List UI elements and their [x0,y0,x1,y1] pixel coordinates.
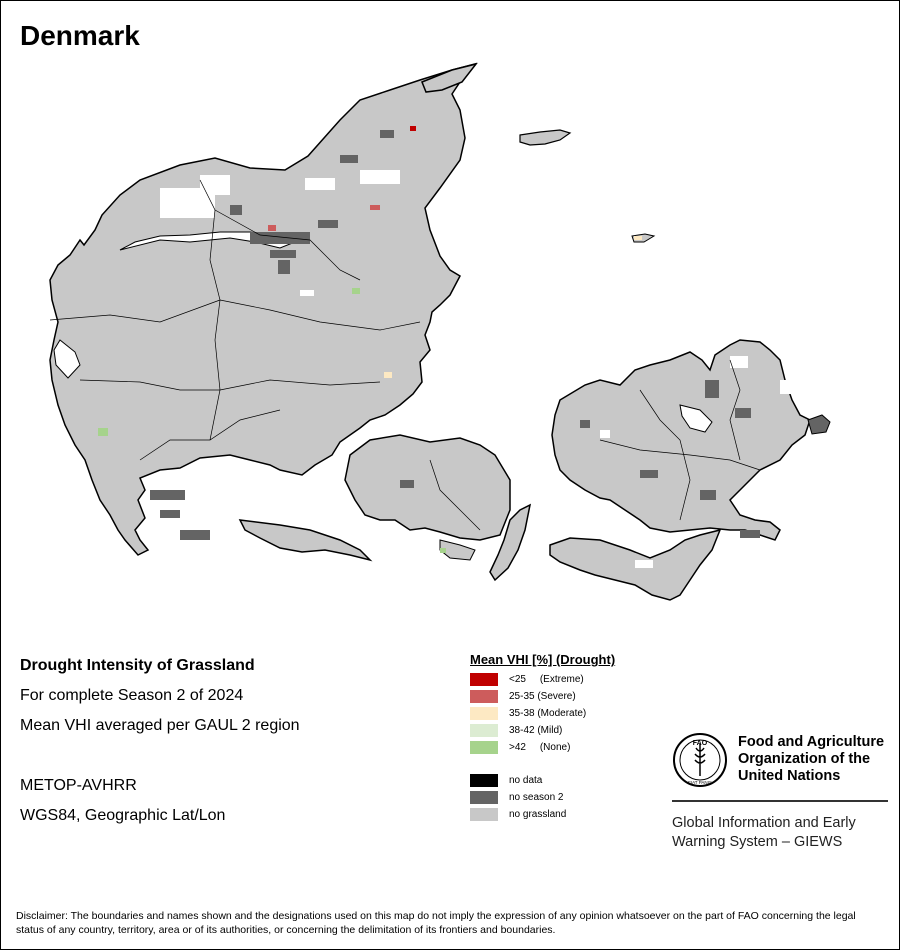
no-season-patch [250,232,310,244]
map-title: Denmark [20,20,140,51]
zealand-region [550,340,830,600]
legend-class-label: 25-35 (Severe) [509,691,576,702]
skagen-tip [422,64,476,92]
legend-class-row [470,688,615,705]
no-season-patch [230,205,242,215]
no-season-patch [640,470,658,478]
no-season-patch [735,408,751,418]
white-patch [780,380,794,394]
extreme-patch [410,126,416,131]
moderate-patch [384,372,392,378]
white-patch [305,178,335,190]
legend-class-swatch [470,741,498,754]
legend-class-label: 38-42 (Mild) [509,725,563,736]
legend-class-swatch [470,707,498,720]
mild-patch [98,428,108,436]
disclaimer: Disclaimer: The boundaries and names shown and the designations used on this map do not imply the expression of any opinion whatsoever on the part of FAO concerning the legal status of any country, territory, area or of its authorities, or concerning the delimitation of its frontiers and boundaries. [16,910,856,936]
no-season-patch [705,380,719,398]
moderate-patch [634,236,642,240]
fao-name-line: Organization of the [738,751,871,767]
info-season: For complete Season 2 of 2024 [20,687,244,704]
no-season-patch [278,260,290,274]
severe-patch [268,225,276,231]
legend-class-row [470,671,615,688]
legend-other-label: no grassland [509,809,567,820]
white-patch [635,560,653,568]
legend-other-row [470,806,615,823]
severe-patch [370,205,380,210]
map-info [20,656,300,836]
fao-name-line: Food and Agriculture [738,734,885,750]
legend-title: Mean VHI [%] (Drought) [470,652,616,667]
no-season-patch [400,480,414,488]
funen-landmass [345,435,510,540]
legend-class-swatch [470,724,498,737]
legend-class-row [470,705,615,722]
white-patch [360,170,400,184]
white-patch [730,356,748,368]
legend-other-label: no data [509,775,543,786]
legend [470,652,615,823]
legend-class-swatch [470,673,498,686]
legend-class-label: 35-38 (Moderate) [509,708,587,719]
legend-other-swatch [470,808,498,821]
giews-line: Global Information and Early [672,815,856,831]
fao-logo-text-top: FAO [692,740,708,747]
legend-class-label: <25 (Extreme) [509,674,584,685]
no-season-patch [380,130,394,138]
legend-other-row [470,789,615,806]
legend-class-swatch [470,690,498,703]
denmark-map [40,60,860,620]
amager-island [808,415,830,434]
giews-line: Warning System – GIEWS [672,834,843,850]
legend-other-swatch [470,791,498,804]
white-patch [600,430,610,438]
legend-class-label: >42 (None) [509,742,571,753]
fao-logo-icon [672,732,728,788]
fao-divider [672,800,888,802]
no-season-patch [740,530,760,538]
legend-class-row [470,739,615,756]
no-season-patch [318,220,338,228]
zealand-landmass [552,340,810,540]
no-season-patch [180,530,210,540]
legend-other-label: no season 2 [509,792,564,803]
legend-other-row [470,772,615,789]
mild-patch [440,548,446,553]
no-season-patch [270,250,296,258]
legend-class-row [470,722,615,739]
fao-logo-text-bottom: FIAT PANIS [688,780,712,785]
jutland-south-island [240,520,370,560]
fao-name [738,734,884,785]
no-season-patch [700,490,716,500]
funen-region [345,435,530,580]
info-method: Mean VHI averaged per GAUL 2 region [20,717,300,734]
mild-patch [352,288,360,294]
info-heading: Drought Intensity of Grassland [20,657,255,674]
no-season-patch [580,420,590,428]
white-patch [200,175,230,195]
anholt-island [520,130,570,145]
fao-name-line: United Nations [738,768,841,784]
no-season-patch [340,155,358,163]
white-patch [300,290,314,296]
no-season-patch [150,490,185,500]
giews-text [672,814,856,852]
info-sensor: METOP-AVHRR [20,777,137,794]
legend-other-swatch [470,774,498,787]
info-projection: WGS84, Geographic Lat/Lon [20,807,226,824]
no-season-patch [160,510,180,518]
